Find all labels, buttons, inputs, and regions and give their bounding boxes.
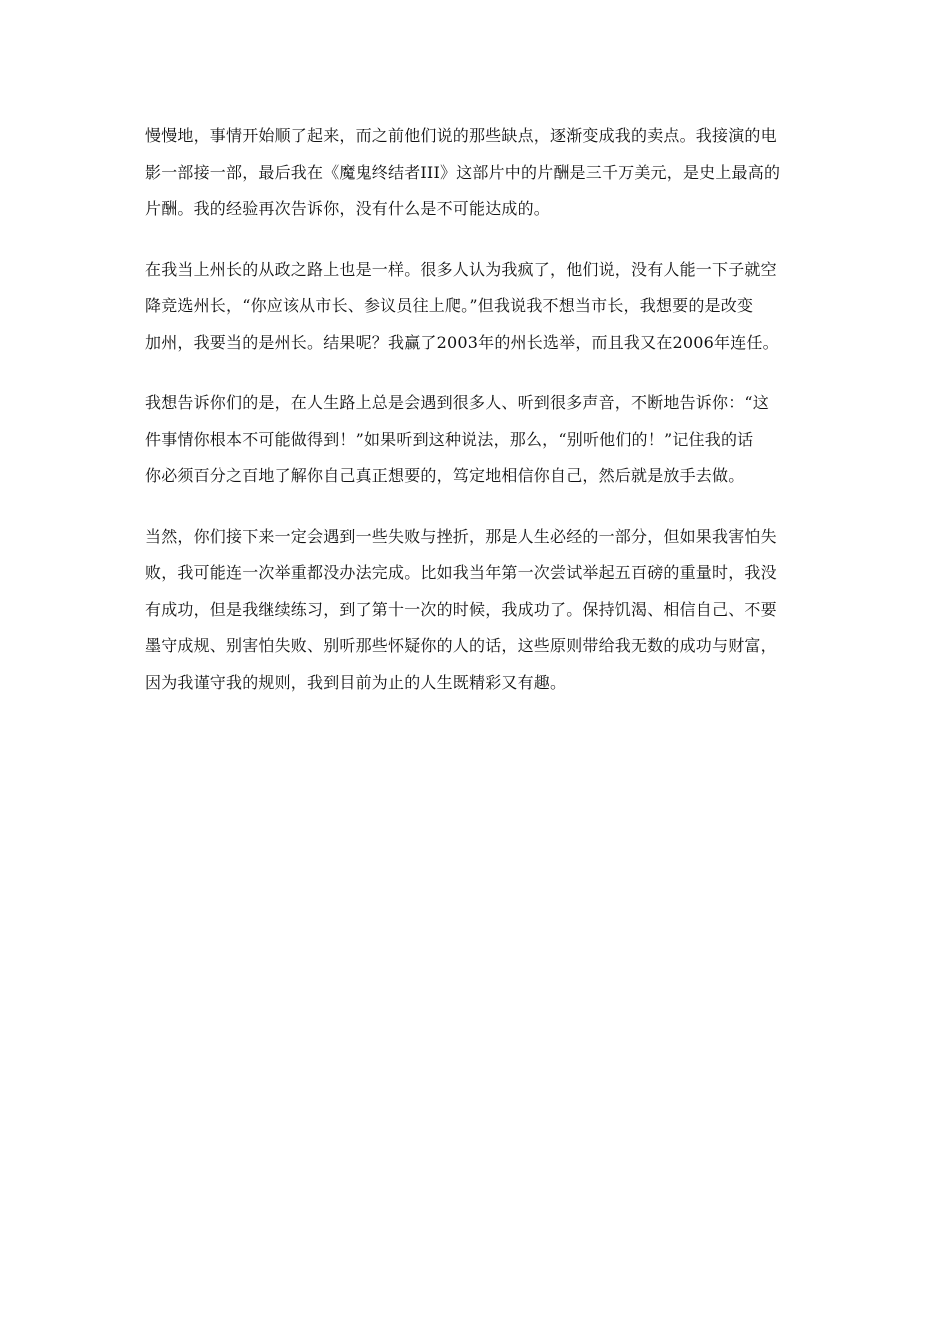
text-line: 降竞选州长，“你应该从市长、参议员往上爬。”但我说我不想当市长，我想要的是改变 (145, 296, 754, 315)
text-line: 因为我谨守我的规则，我到目前为止的人生既精彩又有趣。 (145, 672, 567, 692)
paragraph-3 (145, 385, 815, 495)
text-line: 当然，你们接下来一定会遇到一些失败与挫折，那是人生必经的一部分，但如果我害怕失 (145, 526, 777, 546)
text-line: 有成功，但是我继续练习，到了第十一次的时候，我成功了。保持饥渴、相信自己、不要 (145, 599, 777, 619)
text-line: 加州，我要当的是州长。结果呢？我赢了2003年的州长选举，而且我又在2006年连任。 (145, 332, 779, 352)
text-line: 影一部接一部，最后我在《魔鬼终结者III》这部片中的片酬是三千万美元，是史上最高的 (145, 162, 781, 182)
text-line: 我想告诉你们的是，在人生路上总是会遇到很多人、听到很多声音，不断地告诉你：“这 (145, 393, 769, 412)
document-body (145, 118, 815, 725)
text-line: 在我当上州长的从政之路上也是一样。很多人认为我疯了，他们说，没有人能一下子就空 (145, 259, 777, 279)
text-line: 你必须百分之百地了解你自己真正想要的，笃定地相信你自己，然后就是放手去做。 (145, 466, 745, 485)
text-line: 墨守成规、别害怕失败、别听那些怀疑你的人的话，这些原则带给我无数的成功与财富， (145, 636, 777, 655)
text-line: 败，我可能连一次举重都没办法完成。比如我当年第一次尝试举起五百磅的重量时，我没 (145, 563, 777, 582)
text-line: 片酬。我的经验再次告诉你，没有什么是不可能达成的。 (145, 199, 551, 218)
text-line: 慢慢地，事情开始顺了起来，而之前他们说的那些缺点，逐渐变成我的卖点。我接演的电 (145, 126, 777, 145)
text-line: 件事情你根本不可能做得到！”如果听到这种说法，那么，“别听他们的！”记住我的话 (145, 429, 754, 449)
paragraph-4 (145, 519, 815, 702)
paragraph-1 (145, 118, 815, 228)
paragraph-2 (145, 252, 815, 362)
